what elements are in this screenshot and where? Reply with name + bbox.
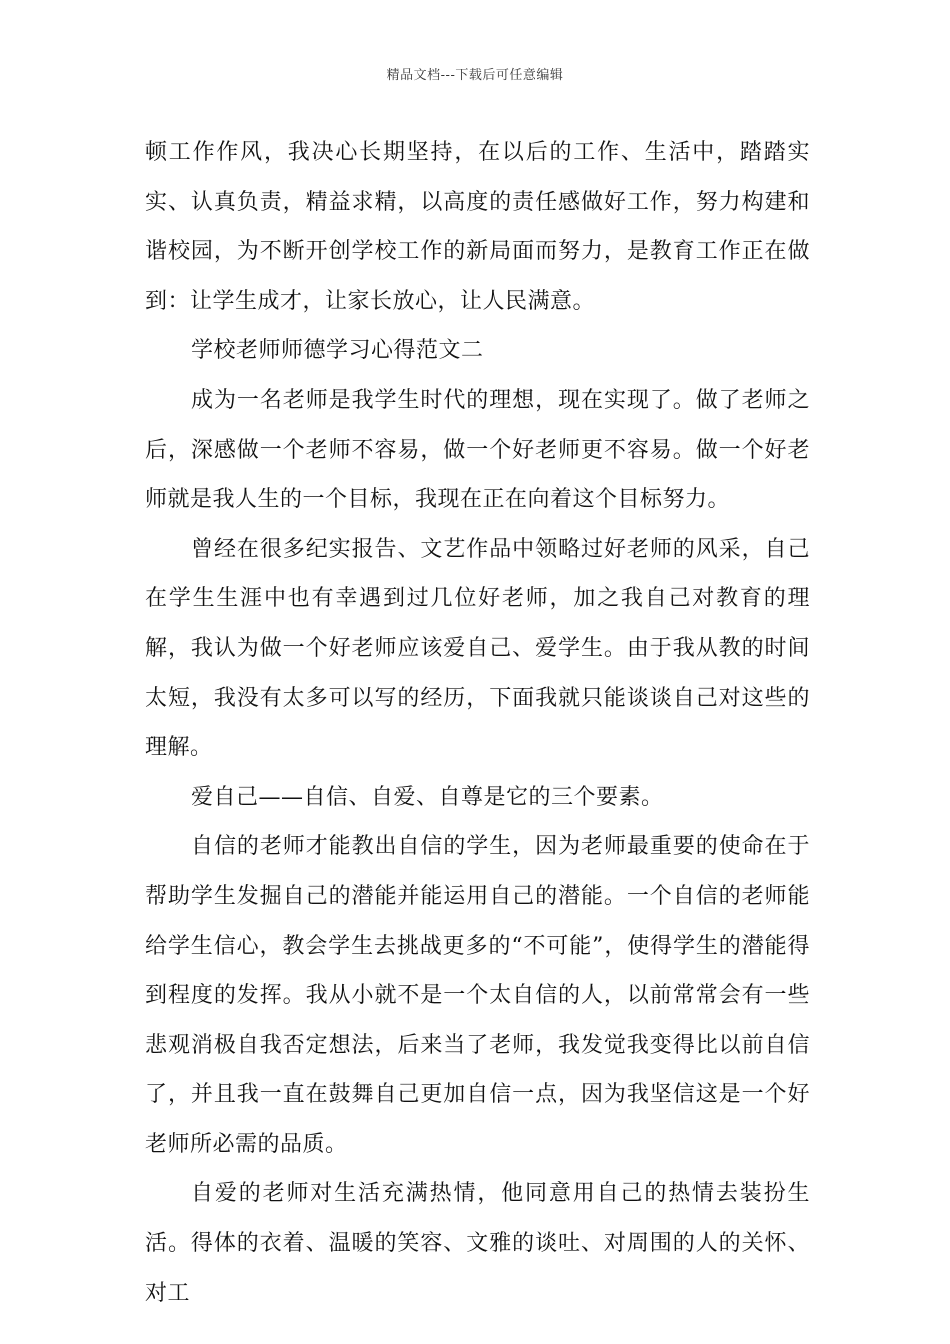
paragraph: 自信的老师才能教出自信的学生，因为老师最重要的使命在于帮助学生发掘自己的潜能并能运用自己的潜能。一个自信的老师能给学生信心，教会学生去挑战更多的“不可能”，使得学生的潜能得到程度的发挥。我从小就不是一个太自信的人，以前常常会有一些悲观消极自我否定想法，后来当了老师，我发觉我变得比以前自信了，并且我一直在鼓舞自己更加自信一点，因为我坚信这是一个好老师所必需的品质。 bbox=[145, 834, 810, 1157]
page-header: 精品文档---下载后可任意编辑 bbox=[386, 68, 564, 83]
paragraph: 曾经在很多纪实报告、文艺作品中领略过好老师的风采，自己在学生生涯中也有幸遇到过几位好老师，加之我自己对教育的理解，我认为做一个好老师应该爱自己、爱学生。由于我从教的时间太短，我没有太多可以写的经历，下面我就只能谈谈自己对这些的理解。 bbox=[145, 536, 810, 761]
paragraph: 自爱的老师对生活充满热情，他同意用自己的热情去装扮生活。得体的衣着、温暖的笑容、文雅的谈吐、对周围的人的关怀、对工 bbox=[145, 1181, 810, 1306]
section-title: 学校老师师德学习心得范文二 bbox=[191, 338, 484, 364]
paragraph: 爱自己——自信、自爱、自尊是它的三个要素。 bbox=[191, 784, 664, 810]
paragraph: 成为一名老师是我学生时代的理想，现在实现了。做了老师之后，深感做一个老师不容易，做一个好老师更不容易。做一个好老师就是我人生的一个目标，我现在正在向着这个目标努力。 bbox=[145, 387, 810, 513]
document-body bbox=[145, 128, 810, 1318]
paragraph-continuation: 顿工作作风，我决心长期坚持，在以后的工作、生活中，踏踏实实、认真负责，精益求精，以高度的责任感做好工作，努力构建和谐校园，为不断开创学校工作的新局面而努力，是教育工作正在做到：让学生成才，让家长放心，让人民满意。 bbox=[145, 140, 810, 314]
